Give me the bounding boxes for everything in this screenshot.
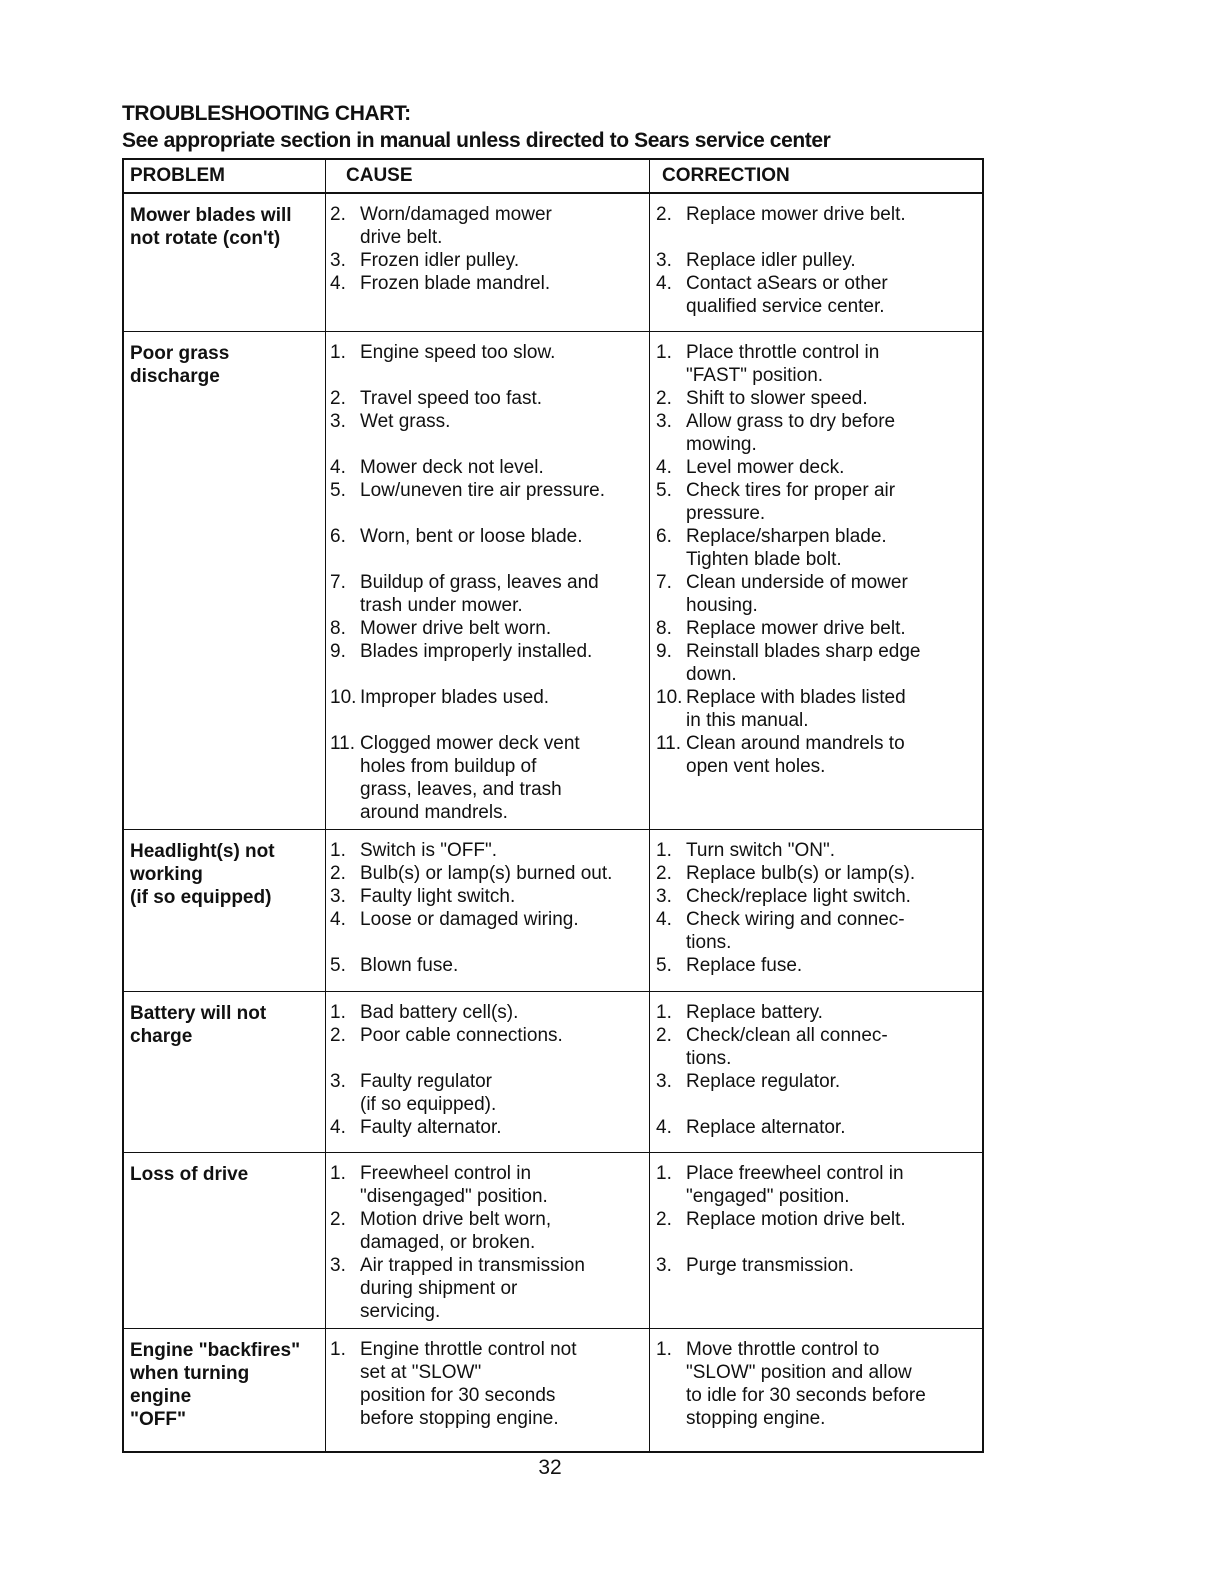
item-number: 3. (330, 1255, 346, 1276)
item-text: Frozen blade mandrel. (360, 273, 551, 294)
cause-item (330, 1024, 649, 1047)
problem-cell (124, 332, 326, 829)
table-row (124, 1329, 982, 1451)
cause-cell (326, 992, 650, 1152)
item-text: Engine throttle control not set at "SLOW" position for 30 seconds before stopping engine. (360, 1339, 577, 1429)
correction-item (656, 249, 982, 272)
item-number: 1. (330, 840, 346, 861)
correction-item (656, 686, 982, 732)
item-number: 2. (330, 1025, 346, 1046)
item-text: Switch is "OFF". (360, 840, 497, 861)
item-number: 3. (330, 250, 346, 271)
item-number: 2. (656, 388, 672, 409)
problem-line: Battery will not (130, 1003, 267, 1024)
item-number: 1. (656, 840, 672, 861)
item-text: Allow grass to dry before mowing. (686, 411, 896, 455)
item-number: 2. (330, 1209, 346, 1230)
cause-item (330, 1001, 649, 1024)
cause-item (330, 1162, 649, 1208)
item-number: 6. (656, 526, 672, 547)
correction-item (656, 732, 982, 778)
column-header-problem: PROBLEM (124, 160, 326, 192)
item-number: 6. (330, 526, 346, 547)
item-text: Place freewheel control in "engaged" position. (686, 1163, 904, 1207)
item-number: 4. (656, 1117, 672, 1138)
item-number: 4. (330, 273, 346, 294)
cause-item (330, 387, 649, 410)
item-text: Travel speed too fast. (360, 388, 543, 409)
item-text: Contact aSears or other qualified service center. (686, 273, 888, 317)
cause-cell (326, 194, 650, 331)
item-text: Improper blades used. (360, 687, 550, 708)
table-row (124, 332, 982, 830)
correction-cell (650, 1153, 982, 1328)
problem-line: when turning (130, 1363, 250, 1384)
page-header (122, 100, 982, 154)
item-number: 3. (656, 886, 672, 907)
cause-cell (326, 1153, 650, 1328)
cause-item (330, 1208, 649, 1254)
item-text: Mower drive belt worn. (360, 618, 552, 639)
item-number: 4. (330, 457, 346, 478)
item-number: 1. (330, 1339, 346, 1360)
column-header-correction: CORRECTION (662, 165, 790, 186)
item-number: 5. (656, 955, 672, 976)
item-text: Check/replace light switch. (686, 886, 911, 907)
item-text: Clean around mandrels to open vent holes. (686, 733, 905, 777)
item-text: Air trapped in transmission during shipment or servicing. (360, 1255, 585, 1322)
item-text: Shift to slower speed. (686, 388, 868, 409)
item-number: 9. (330, 641, 346, 662)
item-text: Replace with blades listed in this manual. (686, 687, 906, 731)
item-number: 5. (656, 480, 672, 501)
cause-item (330, 686, 649, 709)
correction-item (656, 203, 982, 226)
item-text: Faulty alternator. (360, 1117, 502, 1138)
correction-cell (650, 992, 982, 1152)
cause-item (330, 571, 649, 617)
item-number: 1. (656, 1339, 672, 1360)
problem-cell (124, 1329, 326, 1451)
problem-line: discharge (130, 366, 220, 387)
item-number: 3. (656, 1071, 672, 1092)
correction-item (656, 1162, 982, 1208)
correction-item (656, 479, 982, 525)
item-number: 5. (330, 480, 346, 501)
item-text: Check wiring and connec- tions. (686, 909, 905, 953)
item-number: 4. (656, 273, 672, 294)
item-text: Loose or damaged wiring. (360, 909, 579, 930)
correction-item (656, 908, 982, 954)
problem-line: working (130, 864, 203, 885)
correction-item (656, 1070, 982, 1093)
correction-item (656, 525, 982, 571)
cause-item (330, 272, 649, 295)
correction-item (656, 387, 982, 410)
item-text: Bulb(s) or lamp(s) burned out. (360, 863, 613, 884)
column-header-cause: CAUSE (326, 160, 650, 192)
item-text: Replace mower drive belt. (686, 204, 906, 225)
cause-item (330, 410, 649, 433)
table-row (124, 992, 982, 1153)
item-text: Blades improperly installed. (360, 641, 593, 662)
problem-line: charge (130, 1026, 193, 1047)
item-number: 10. (656, 687, 683, 708)
correction-item (656, 456, 982, 479)
item-text: Replace regulator. (686, 1071, 841, 1092)
problem-line: (if so equipped) (130, 887, 272, 908)
cause-item (330, 954, 649, 977)
item-text: Wet grass. (360, 411, 451, 432)
problem-line: Engine "backfires" (130, 1340, 301, 1361)
problem-cell (124, 1153, 326, 1328)
correction-item (656, 839, 982, 862)
correction-cell (650, 194, 982, 331)
item-number: 1. (656, 1002, 672, 1023)
correction-item (656, 1024, 982, 1070)
cause-item (330, 1254, 649, 1323)
problem-line: Loss of drive (130, 1164, 249, 1185)
correction-item (656, 1254, 982, 1277)
table-row (124, 1153, 982, 1329)
item-text: Move throttle control to "SLOW" position and allow to idle for 30 seconds before stopping engine. (686, 1339, 926, 1429)
cause-item (330, 341, 649, 364)
item-number: 1. (330, 1163, 346, 1184)
correction-cell (650, 830, 982, 991)
problem-cell (124, 194, 326, 331)
item-number: 3. (656, 411, 672, 432)
item-text: Motion drive belt worn, damaged, or broken. (360, 1209, 552, 1253)
correction-item (656, 410, 982, 456)
item-number: 3. (656, 250, 672, 271)
item-text: Replace mower drive belt. (686, 618, 906, 639)
correction-item (656, 885, 982, 908)
cause-item (330, 862, 649, 885)
item-text: Check tires for proper air pressure. (686, 480, 896, 524)
problem-cell (124, 992, 326, 1152)
item-number: 9. (656, 641, 672, 662)
chart-title: TROUBLESHOOTING CHART: (122, 102, 411, 125)
item-text: Engine speed too slow. (360, 342, 556, 363)
problem-line: not rotate (con't) (130, 228, 281, 249)
item-number: 2. (656, 863, 672, 884)
cause-item (330, 885, 649, 908)
item-text: Turn switch "ON". (686, 840, 835, 861)
cause-item (330, 249, 649, 272)
item-text: Clean underside of mower housing. (686, 572, 908, 616)
item-number: 11. (330, 733, 356, 754)
item-number: 3. (656, 1255, 672, 1276)
item-text: Worn, bent or loose blade. (360, 526, 583, 547)
item-text: Clogged mower deck vent holes from buildup of grass, leaves, and trash around mandrels. (360, 733, 580, 823)
item-text: Reinstall blades sharp edge down. (686, 641, 921, 685)
item-text: Replace alternator. (686, 1117, 846, 1138)
cause-item (330, 203, 649, 249)
item-number: 7. (656, 572, 672, 593)
cause-item (330, 908, 649, 931)
item-text: Freewheel control in "disengaged" position. (360, 1163, 548, 1207)
item-number: 2. (656, 1209, 672, 1230)
cause-item (330, 1070, 649, 1116)
table-row (124, 830, 982, 992)
item-text: Faulty light switch. (360, 886, 516, 907)
item-number: 1. (656, 1163, 672, 1184)
problem-line: Mower blades will (130, 205, 292, 226)
problem-line: Poor grass (130, 343, 230, 364)
problem-line: engine (130, 1386, 192, 1407)
item-text: Place throttle control in "FAST" position. (686, 342, 880, 386)
problem-cell (124, 830, 326, 991)
item-number: 8. (330, 618, 346, 639)
cause-item (330, 617, 649, 640)
item-text: Worn/damaged mower drive belt. (360, 204, 552, 248)
troubleshooting-table (122, 158, 984, 1453)
correction-item (656, 1001, 982, 1024)
item-number: 4. (656, 457, 672, 478)
cause-item (330, 479, 649, 502)
item-text: Poor cable connections. (360, 1025, 563, 1046)
item-text: Replace idler pulley. (686, 250, 856, 271)
cause-cell (326, 1329, 650, 1451)
correction-cell (650, 1329, 982, 1451)
item-text: Frozen idler pulley. (360, 250, 520, 271)
item-text: Check/clean all connec- tions. (686, 1025, 888, 1069)
page-number: 32 (538, 1456, 562, 1479)
item-text: Blown fuse. (360, 955, 459, 976)
item-number: 2. (656, 1025, 672, 1046)
item-text: Replace fuse. (686, 955, 803, 976)
correction-item (656, 617, 982, 640)
item-number: 2. (656, 204, 672, 225)
item-number: 8. (656, 618, 672, 639)
cause-item (330, 640, 649, 663)
table-row (124, 194, 982, 332)
item-text: Low/uneven tire air pressure. (360, 480, 606, 501)
cause-item (330, 1116, 649, 1139)
item-number: 11. (656, 733, 682, 754)
correction-item (656, 272, 982, 318)
correction-item (656, 1338, 982, 1430)
item-text: Replace bulb(s) or lamp(s). (686, 863, 916, 884)
correction-item (656, 571, 982, 617)
item-number: 1. (330, 342, 346, 363)
item-text: Replace/sharpen blade. Tighten blade bolt. (686, 526, 887, 570)
item-text: Mower deck not level. (360, 457, 544, 478)
cause-item (330, 525, 649, 548)
cause-cell (326, 830, 650, 991)
item-number: 3. (330, 411, 346, 432)
item-number: 3. (330, 1071, 346, 1092)
item-text: Faulty regulator (if so equipped). (360, 1071, 497, 1115)
item-number: 2. (330, 863, 346, 884)
table-header-row (124, 160, 982, 194)
correction-item (656, 341, 982, 387)
cause-item (330, 732, 649, 824)
item-text: Level mower deck. (686, 457, 845, 478)
correction-item (656, 862, 982, 885)
cause-item (330, 839, 649, 862)
item-text: Replace motion drive belt. (686, 1209, 906, 1230)
problem-line: Headlight(s) not (130, 841, 275, 862)
item-number: 5. (330, 955, 346, 976)
cause-item (330, 1338, 649, 1430)
correction-item (656, 954, 982, 977)
cause-cell (326, 332, 650, 829)
chart-subtitle: See appropriate section in manual unless directed to Sears service center (122, 129, 831, 152)
correction-item (656, 1208, 982, 1231)
item-number: 1. (656, 342, 672, 363)
item-number: 4. (330, 909, 346, 930)
item-number: 10. (330, 687, 357, 708)
item-number: 4. (656, 909, 672, 930)
item-text: Purge transmission. (686, 1255, 854, 1276)
correction-cell (650, 332, 982, 829)
cause-item (330, 456, 649, 479)
correction-item (656, 640, 982, 686)
item-text: Replace battery. (686, 1002, 823, 1023)
item-number: 2. (330, 204, 346, 225)
problem-line: "OFF" (130, 1409, 187, 1430)
item-number: 2. (330, 388, 346, 409)
item-number: 3. (330, 886, 346, 907)
item-text: Bad battery cell(s). (360, 1002, 519, 1023)
correction-item (656, 1116, 982, 1139)
item-number: 7. (330, 572, 346, 593)
item-number: 1. (330, 1002, 346, 1023)
item-number: 4. (330, 1117, 346, 1138)
item-text: Buildup of grass, leaves and trash under mower. (360, 572, 599, 616)
